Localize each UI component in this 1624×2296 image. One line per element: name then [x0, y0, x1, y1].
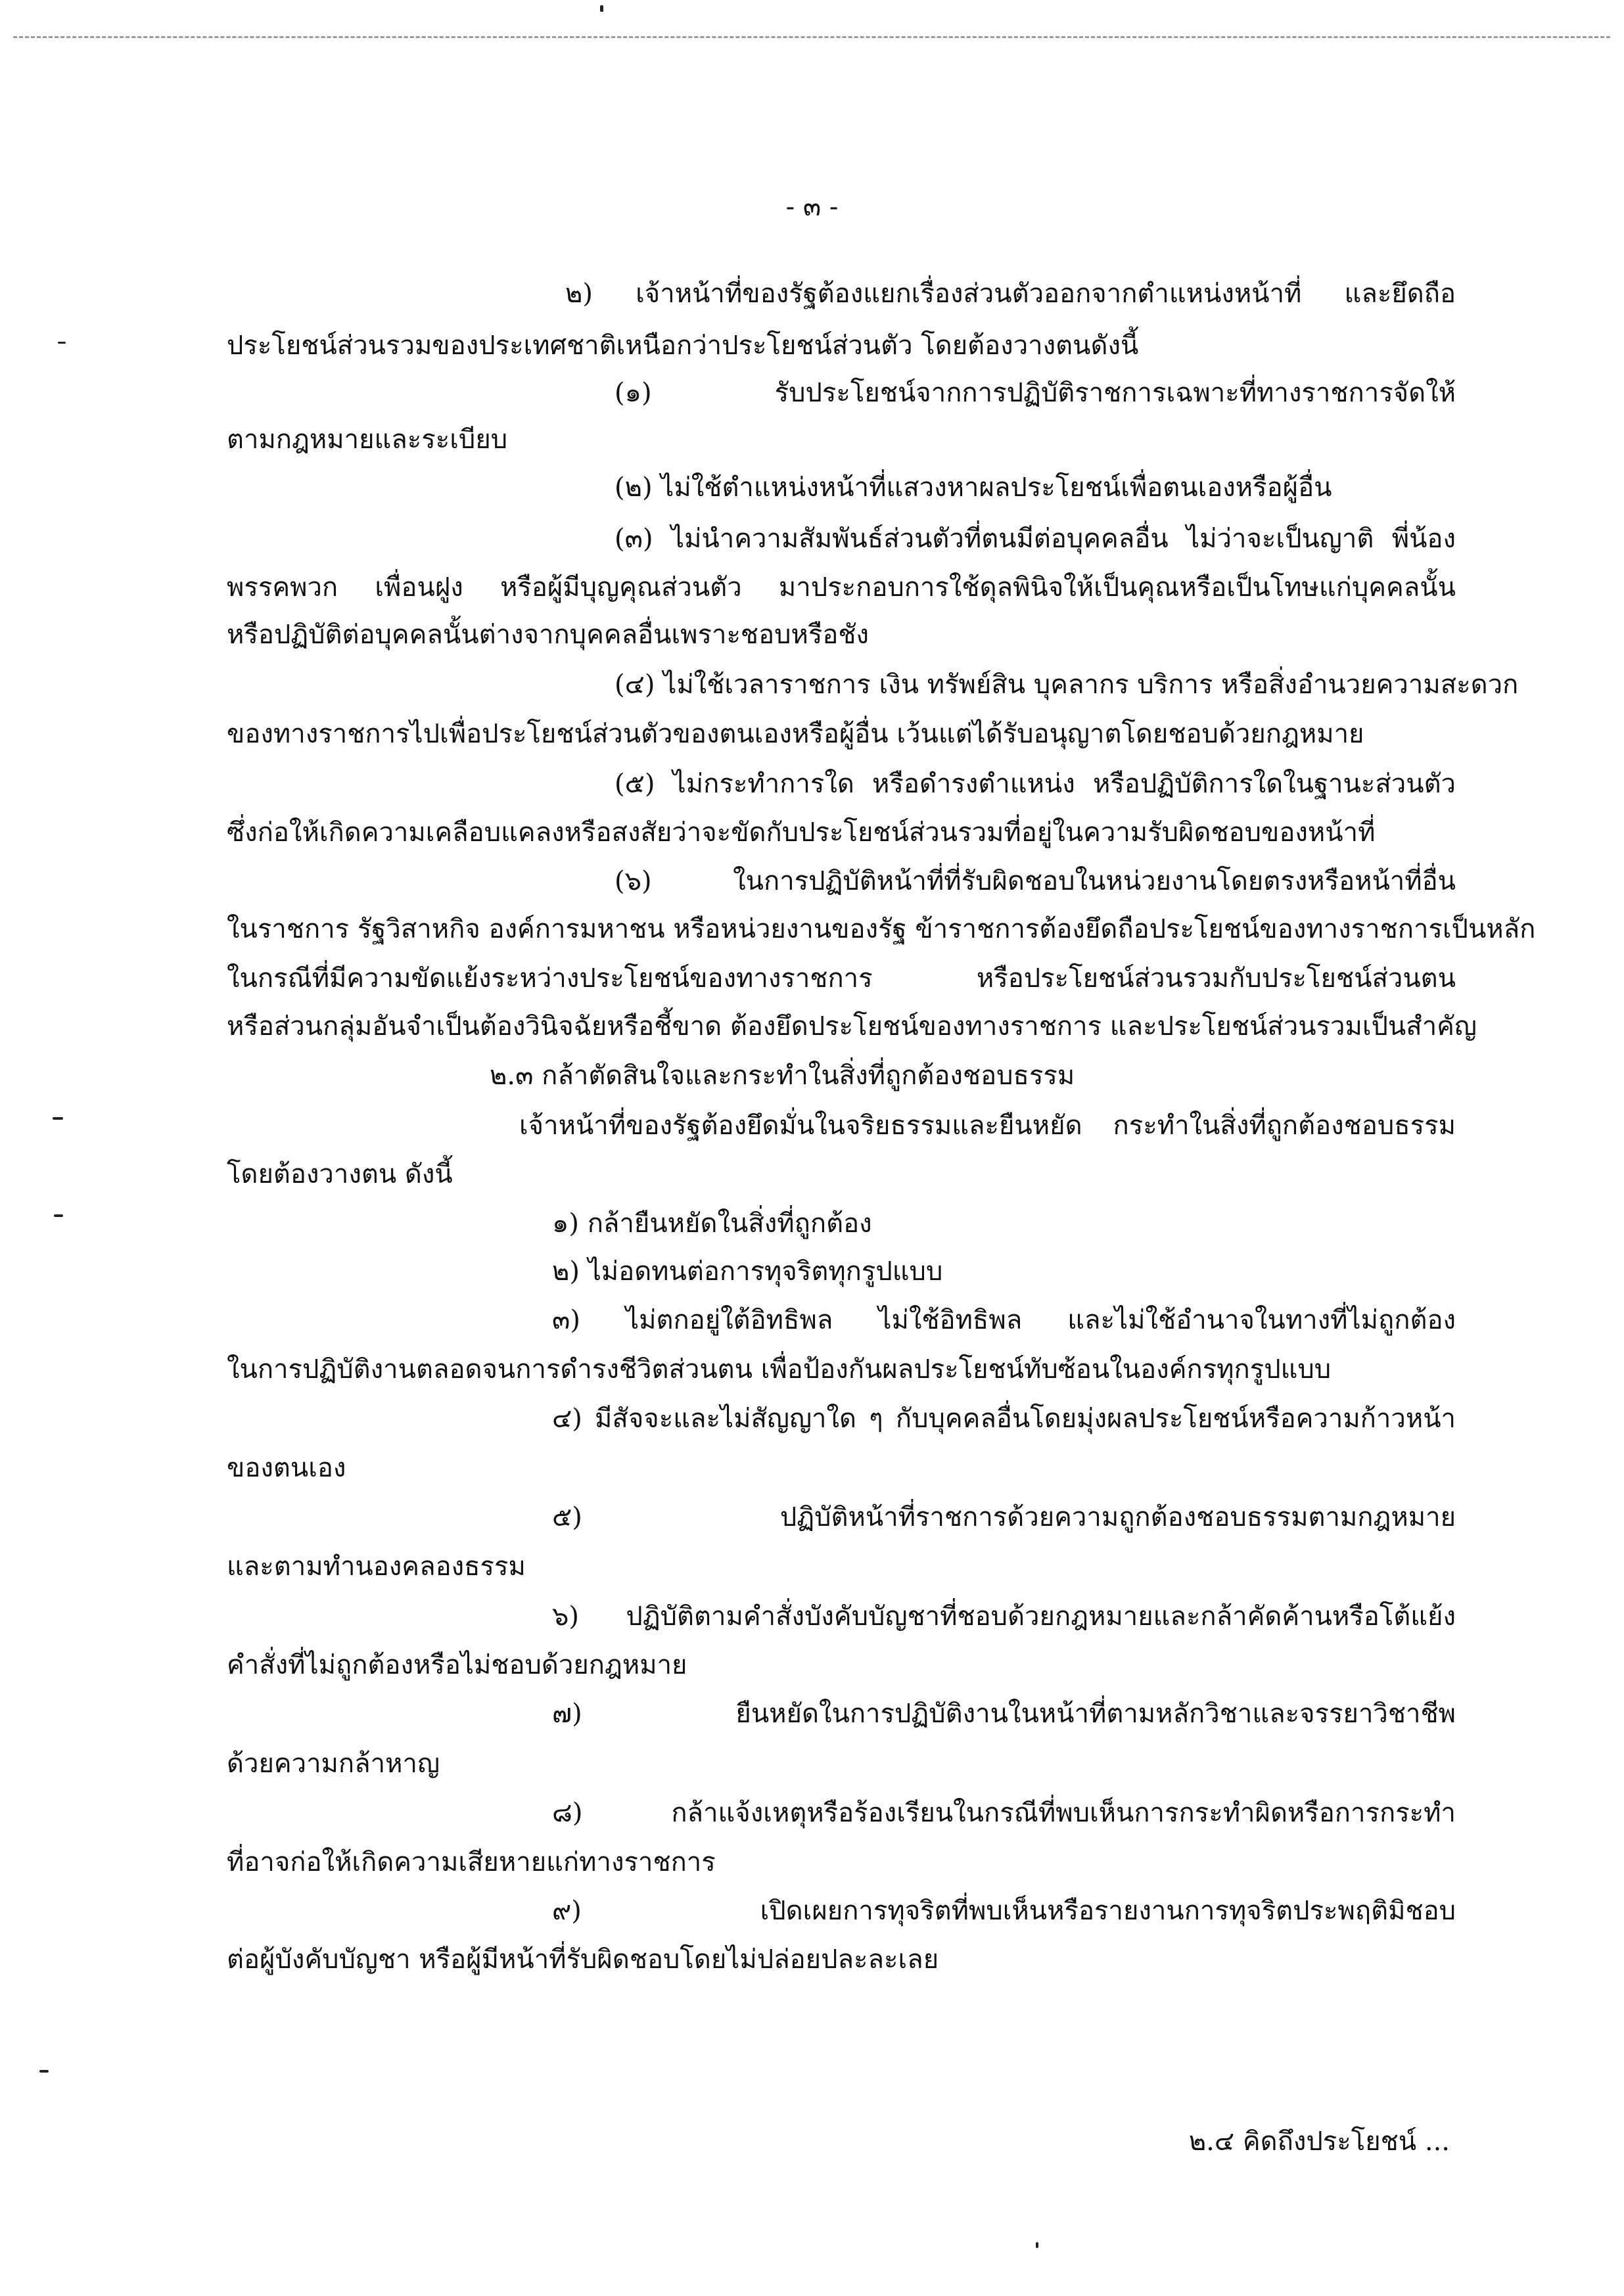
scan-speck — [58, 342, 66, 344]
scan-speck — [600, 5, 603, 12]
paragraph-line: คำสั่งที่ไม่ถูกต้องหรือไม่ชอบด้วยกฎหมาย — [227, 1650, 687, 1680]
paragraph-line: หรือปฏิบัติต่อบุคคลนั้นต่างจากบุคคลอื่นเพราะชอบหรือชัง — [227, 620, 870, 650]
paragraph-line: ในการปฏิบัติงานตลอดจนการดำรงชีวิตส่วนตน เพื่อป้องกันผลประโยชน์ทับซ้อนในองค์กรทุกรูปแบบ — [227, 1354, 1332, 1385]
scan-speck — [54, 1214, 63, 1217]
list-item: ๙) เปิดเผยการทุจริตที่พบเห็นหรือรายงานการทุจริตประพฤติมิชอบ — [552, 1896, 1456, 1926]
scan-artifact-top-rule — [13, 36, 1610, 38]
next-page-cue: ๒.๔ คิดถึงประโยชน์ ... — [1188, 2126, 1450, 2157]
paragraph-line: (๖) ในการปฏิบัติหน้าที่ที่รับผิดชอบในหน่วยงานโดยตรงหรือหน้าที่อื่น — [615, 866, 1456, 896]
list-item: ๖) ปฏิบัติตามคำสั่งบังคับบัญชาที่ชอบด้วยกฎหมายและกล้าคัดค้านหรือโต้แย้ง — [552, 1601, 1456, 1632]
scan-speck — [39, 2070, 49, 2073]
list-item: ๒) ไม่อดทนต่อการทุจริตทุกรูปแบบ — [552, 1256, 943, 1287]
paragraph-line: เจ้าหน้าที่ของรัฐต้องยึดมั่นในจริยธรรมและยืนหยัด กระทำในสิ่งที่ถูกต้องชอบธรรม — [519, 1111, 1456, 1141]
paragraph-line: ของทางราชการไปเพื่อประโยชน์ส่วนตัวของตนเองหรือผู้อื่น เว้นแต่ได้รับอนุญาตโดยชอบด้วยกฎหมาย — [227, 719, 1364, 749]
paragraph-line: ๒) เจ้าหน้าที่ของรัฐต้องแยกเรื่องส่วนตัวออกจากตำแหน่งหน้าที่ และยึดถือ — [565, 279, 1456, 309]
list-item: ๔) มีสัจจะและไม่สัญญาใด ๆ กับบุคคลอื่นโดยมุ่งผลประโยชน์หรือความก้าวหน้า — [552, 1404, 1456, 1434]
paragraph-line: ประโยชน์ส่วนรวมของประเทศชาติเหนือกว่าประโยชน์ส่วนตัว โดยต้องวางตนดังนี้ — [227, 331, 1139, 361]
paragraph-line: (๒) ไม่ใช้ตำแหน่งหน้าที่แสวงหาผลประโยชน์เพื่อตนเองหรือผู้อื่น — [615, 472, 1332, 503]
paragraph-line: (๕) ไม่กระทำการใด หรือดำรงตำแหน่ง หรือปฏิบัติการใดในฐานะส่วนตัว — [615, 769, 1456, 799]
paragraph-line: พรรคพวก เพื่อนฝูง หรือผู้มีบุญคุณส่วนตัว มาประกอบการใช้ดุลพินิจให้เป็นคุณหรือเป็นโทษแก่บุคคลนั้น — [227, 572, 1456, 603]
scan-speck — [53, 1117, 63, 1120]
paragraph-line: ซึ่งก่อให้เกิดความเคลือบแคลงหรือสงสัยว่าจะขัดกับประโยชน์ส่วนรวมที่อยู่ในความรับผิดชอบของหน้าที่ — [227, 817, 1376, 848]
section-heading: ๒.๓ กล้าตัดสินใจและกระทำในสิ่งที่ถูกต้องชอบธรรม — [490, 1061, 1075, 1091]
list-item: ๓) ไม่ตกอยู่ใต้อิทธิพล ไม่ใช้อิทธิพล และไม่ใช้อำนาจในทางที่ไม่ถูกต้อง — [552, 1305, 1456, 1335]
paragraph-line: และตามทำนองคลองธรรม — [227, 1551, 526, 1582]
list-item: ๕) ปฏิบัติหน้าที่ราชการด้วยความถูกต้องชอบธรรมตามกฎหมาย — [552, 1502, 1456, 1532]
paragraph-line: ที่อาจก่อให้เกิดความเสียหายแก่ทางราชการ — [227, 1847, 716, 1877]
page-number: - ๓ - — [785, 192, 839, 222]
paragraph-line: (๔) ไม่ใช้เวลาราชการ เงิน ทรัพย์สิน บุคลากร บริการ หรือสิ่งอำนวยความสะดวก — [615, 670, 1519, 700]
paragraph-line: ในกรณีที่มีความขัดแย้งระหว่างประโยชน์ของทางราชการ หรือประโยชน์ส่วนรวมกับประโยชน์ส่วนตน — [227, 963, 1456, 994]
paragraph-line: (๓) ไม่นำความสัมพันธ์ส่วนตัวที่ตนมีต่อบุคคลอื่น ไม่ว่าจะเป็นญาติ พี่น้อง — [615, 524, 1456, 554]
list-item: ๑) กล้ายืนหยัดในสิ่งที่ถูกต้อง — [552, 1208, 872, 1239]
scan-speck — [1036, 2242, 1038, 2248]
paragraph-line: ของตนเอง — [227, 1453, 346, 1483]
paragraph-line: ต่อผู้บังคับบัญชา หรือผู้มีหน้าที่รับผิดชอบโดยไม่ปล่อยปละละเลย — [227, 1944, 939, 1975]
paragraph-line: ในราชการ รัฐวิสาหกิจ องค์การมหาชน หรือหน่วยงานของรัฐ ข้าราชการต้องยึดถือประโยชน์ของทางราชการเป็นหลัก — [227, 914, 1536, 944]
paragraph-line: ด้วยความกล้าหาญ — [227, 1749, 440, 1779]
list-item: ๗) ยืนหยัดในการปฏิบัติงานในหน้าที่ตามหลักวิชาและจรรยาวิชาชีพ — [552, 1699, 1456, 1729]
list-item: ๘) กล้าแจ้งเหตุหรือร้องเรียนในกรณีที่พบเห็นการกระทำผิดหรือการกระทำ — [552, 1798, 1456, 1828]
paragraph-line: (๑) รับประโยชน์จากการปฏิบัติราชการเฉพาะที่ทางราชการจัดให้ — [615, 378, 1456, 408]
paragraph-line: ตามกฎหมายและระเบียบ — [227, 425, 508, 455]
paragraph-line: หรือส่วนกลุ่มอันจำเป็นต้องวินิจฉัยหรือชี้ขาด ต้องยึดประโยชน์ของทางราชการ และประโยชน์ส่วนรวมเป็นสำคัญ — [227, 1011, 1477, 1042]
paragraph-line: โดยต้องวางตน ดังนี้ — [227, 1159, 453, 1189]
